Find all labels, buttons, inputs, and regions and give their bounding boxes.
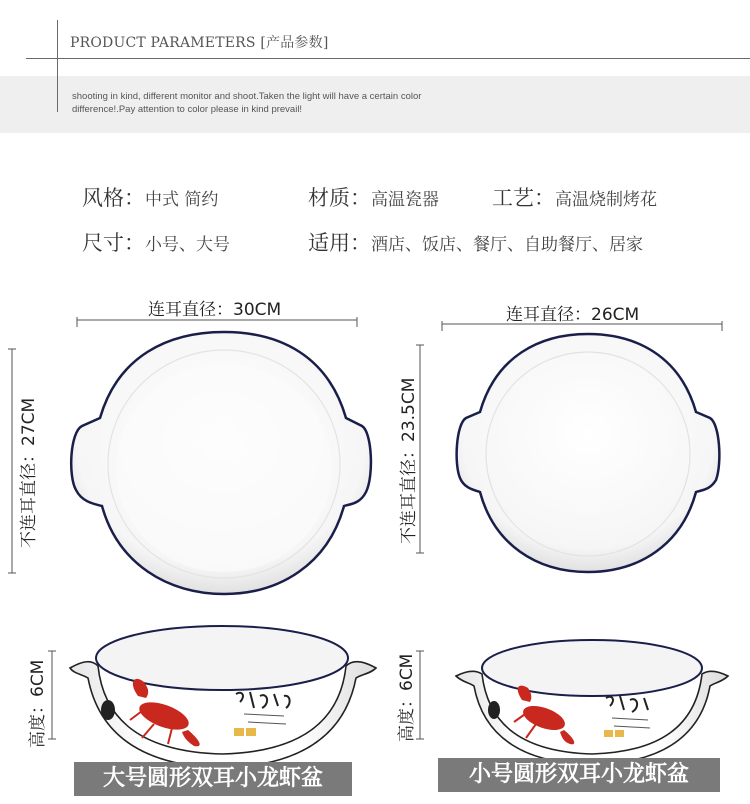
- calligraphy-decoration: [604, 696, 650, 737]
- large-bowl-side-view: [64, 612, 380, 770]
- large-diameter-label: 不连耳直径：27CM: [19, 397, 39, 548]
- spec-craft-key: 工艺：: [492, 186, 555, 210]
- spec-usage: [308, 227, 643, 257]
- color-notice-line-1: shooting in kind, different monitor and shoot.Taken the light will have a certain color: [72, 91, 422, 102]
- spec-size-key: 尺寸：: [82, 231, 145, 255]
- small-height-label: 高度：6CM: [397, 653, 417, 742]
- spec-usage-value: 酒店、饭店、餐厅、自助餐厅、居家: [371, 235, 643, 255]
- spec-craft: [492, 182, 657, 212]
- spec-craft-value: 高温烧制烤花: [555, 190, 657, 210]
- section-title: PRODUCT PARAMETERS [产品参数]: [70, 35, 329, 51]
- spec-size-value: 小号、大号: [145, 235, 230, 255]
- large-plate-top-view: [66, 328, 378, 598]
- large-width-dimension-line: [76, 316, 358, 328]
- spec-material: [308, 182, 439, 212]
- small-diameter-label: 不连耳直径：23.5CM: [399, 377, 419, 544]
- spec-usage-key: 适用：: [308, 231, 371, 255]
- large-caption: 大号圆形双耳小龙虾盆: [74, 762, 352, 796]
- calligraphy-decoration: [234, 692, 290, 736]
- small-plate-top-view: [450, 330, 726, 576]
- large-height-label: 高度：6CM: [28, 659, 48, 748]
- small-caption: 小号圆形双耳小龙虾盆: [438, 758, 720, 792]
- spec-style-key: 风格：: [82, 186, 145, 210]
- color-notice-line-2: difference!.Pay attention to color please in kind prevail!: [72, 104, 303, 115]
- small-width-label: 连耳直径：26CM: [506, 305, 640, 325]
- header-divider: [26, 58, 750, 59]
- spec-material-value: 高温瓷器: [371, 190, 439, 210]
- color-notice: [72, 90, 492, 116]
- spec-size: [82, 227, 230, 257]
- spec-material-key: 材质：: [308, 186, 371, 210]
- header-vertical-rule: [57, 20, 58, 112]
- spec-style-value: 中式 简约: [145, 190, 219, 210]
- spec-style: [82, 182, 218, 212]
- large-width-label: 连耳直径：30CM: [148, 300, 282, 320]
- small-bowl-side-view: [452, 626, 732, 766]
